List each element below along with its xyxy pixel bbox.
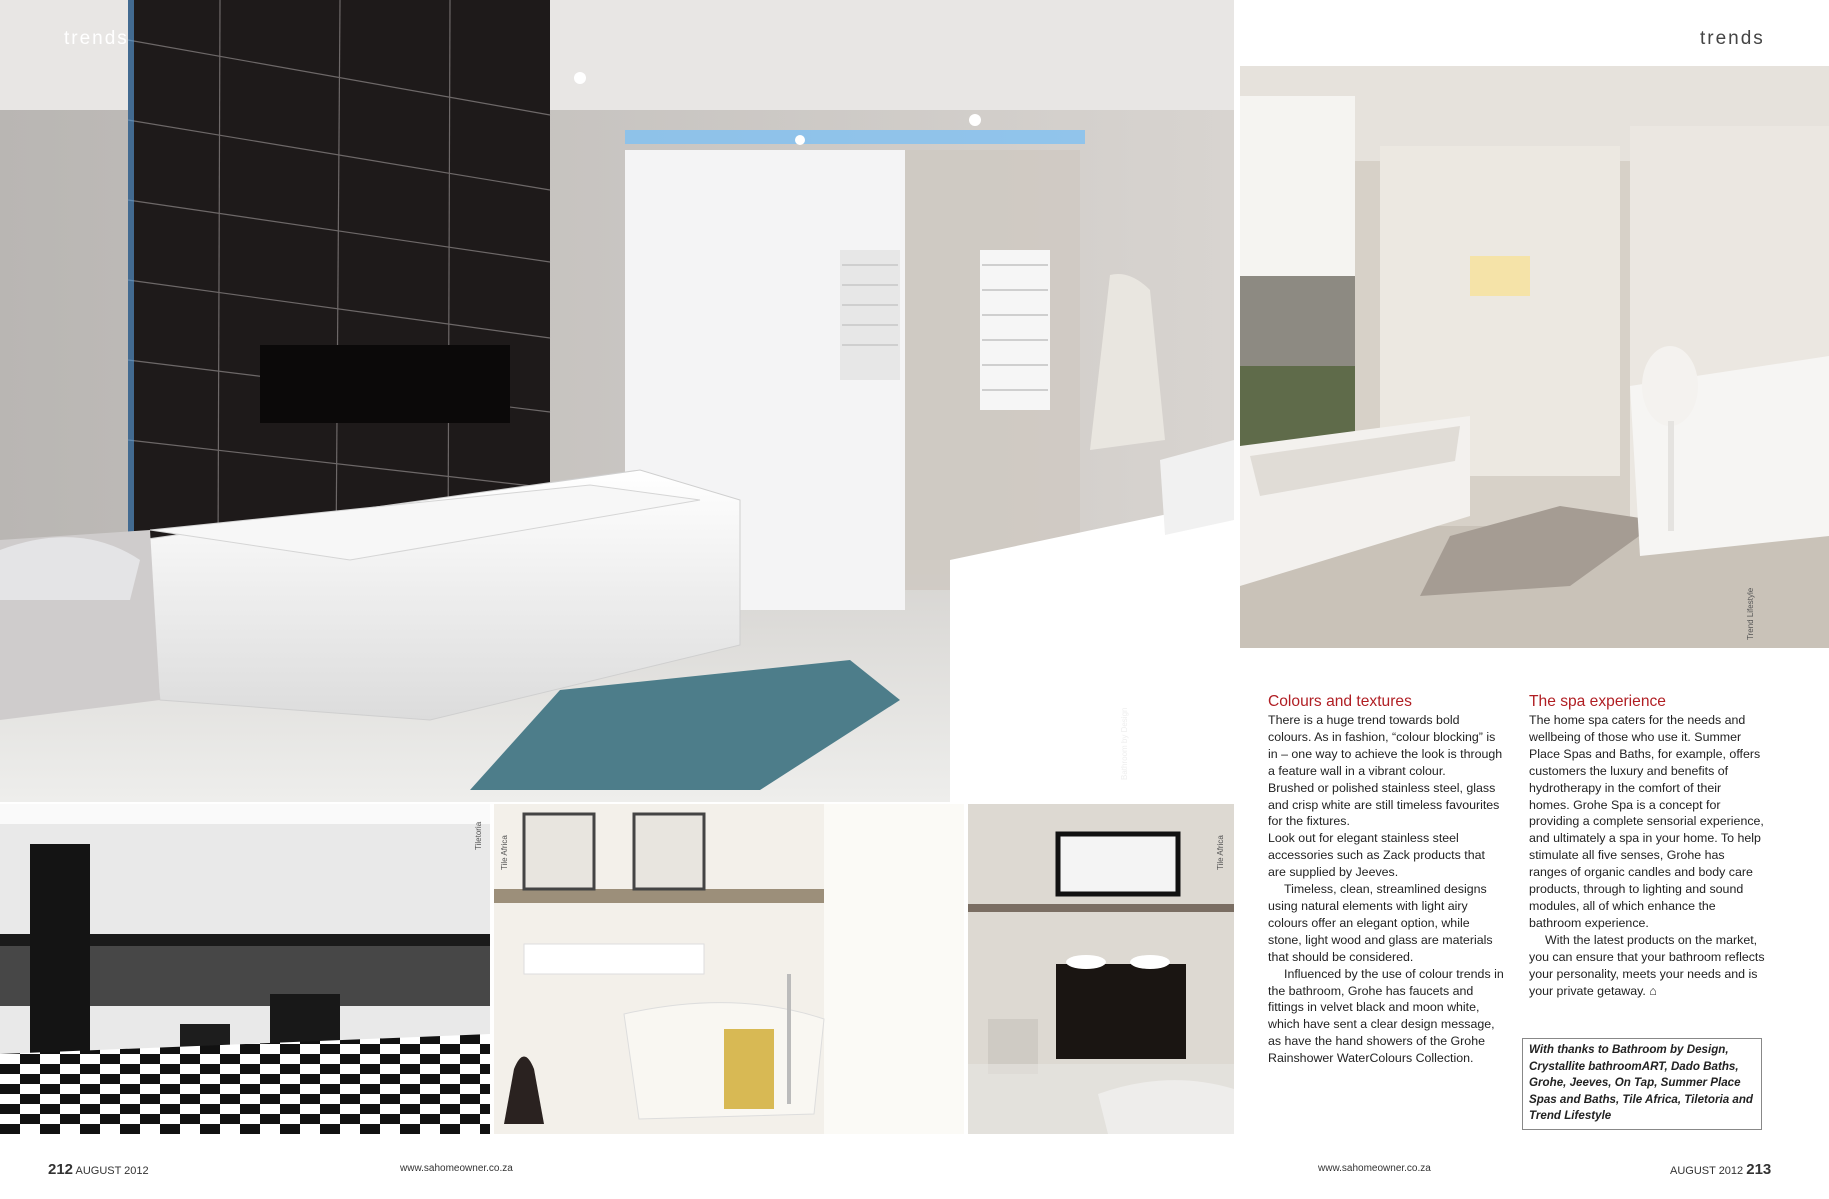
bath-photo-credit: Tile Africa: [500, 835, 509, 870]
article-paragraph: The home spa caters for the needs and wellbeing of those who use it. Summer Place Spas and Baths, for example, offers customers the luxury and benefits of hydrotherapy in the comfort of their homes. Grohe Spa is a concept for providing a complete sensorial experience, and ultimately a spa in your home. To help stimulate all five senses, Grohe has ranges of organic candles and body care products, through to lighting and sound modules, all of which enhance the bathroom experience.: [1529, 713, 1764, 930]
checkered-photo-credit: Tiletoria: [474, 821, 483, 850]
spa-bathroom-photo: [1240, 66, 1829, 648]
colours-and-textures-heading: Colours and textures: [1268, 693, 1412, 710]
article-paragraph: Timeless, clean, streamlined designs using natural elements with light airy colours offer an elegant option, while stone, light wood and glass are materials that should be considered.: [1268, 882, 1493, 964]
article-paragraph: There is a huge trend towards bold colours. As in fashion, “colour blocking” is in – one way to achieve the look is through a feature wall in a vibrant colour.: [1268, 713, 1503, 778]
left-footer-url[interactable]: www.sahomeowner.co.za: [400, 1163, 513, 1174]
article-paragraph: Brushed or polished stainless steel, glass and crisp white are still timeless favourites for the fixtures.: [1268, 780, 1500, 829]
right-footer-url[interactable]: www.sahomeowner.co.za: [1318, 1163, 1431, 1174]
end-mark-icon: ⌂: [1649, 983, 1657, 998]
main-bathroom-photo: [0, 0, 1234, 802]
left-page-number: 212: [48, 1161, 74, 1178]
left-section-label: trends: [64, 28, 129, 49]
spa-photo-credit: Trend Lifestyle: [1746, 587, 1755, 640]
left-footer: [48, 1161, 149, 1178]
article-paragraph: Influenced by the use of colour trends in the bathroom, Grohe has faucets and fittings in velvet black and moon white, which have sent a clear design message, as have the hand showers of the Grohe Rainshower WaterColours Collection.: [1268, 966, 1504, 1066]
right-issue-date: AUGUST 2012: [1670, 1165, 1744, 1177]
article-paragraph: Look out for elegant stainless steel accessories such as Zack products that are supplied by Jeeves.: [1268, 831, 1485, 880]
vanity-photo-credit: Tile Africa: [1216, 835, 1225, 870]
article-column-2: [1529, 693, 1765, 999]
right-section-label: trends: [1700, 28, 1765, 49]
main-photo-credit: Bathroom by Design: [1120, 707, 1129, 780]
checkered-bathroom-photo: [0, 804, 490, 1134]
article-column-1: [1268, 693, 1504, 1067]
article-paragraph: With the latest products on the market, you can ensure that your bathroom reflects your personality, meets your needs and is your private getaway.: [1529, 932, 1765, 998]
right-page-number: 213: [1746, 1161, 1772, 1178]
thanks-box: With thanks to Bathroom by Design, Crystallite bathroomART, Dado Baths, Grohe, Jeeves, On Tap, Summer Place Spas and Baths, Tile Africa, Tiletoria and Trend Lifestyle: [1522, 1038, 1762, 1130]
vanity-bathroom-photo: [968, 804, 1234, 1134]
freestanding-bath-photo: [494, 804, 964, 1134]
spa-experience-heading: The spa experience: [1529, 693, 1666, 710]
right-footer: [1670, 1161, 1771, 1178]
left-issue-date: AUGUST 2012: [75, 1165, 149, 1177]
